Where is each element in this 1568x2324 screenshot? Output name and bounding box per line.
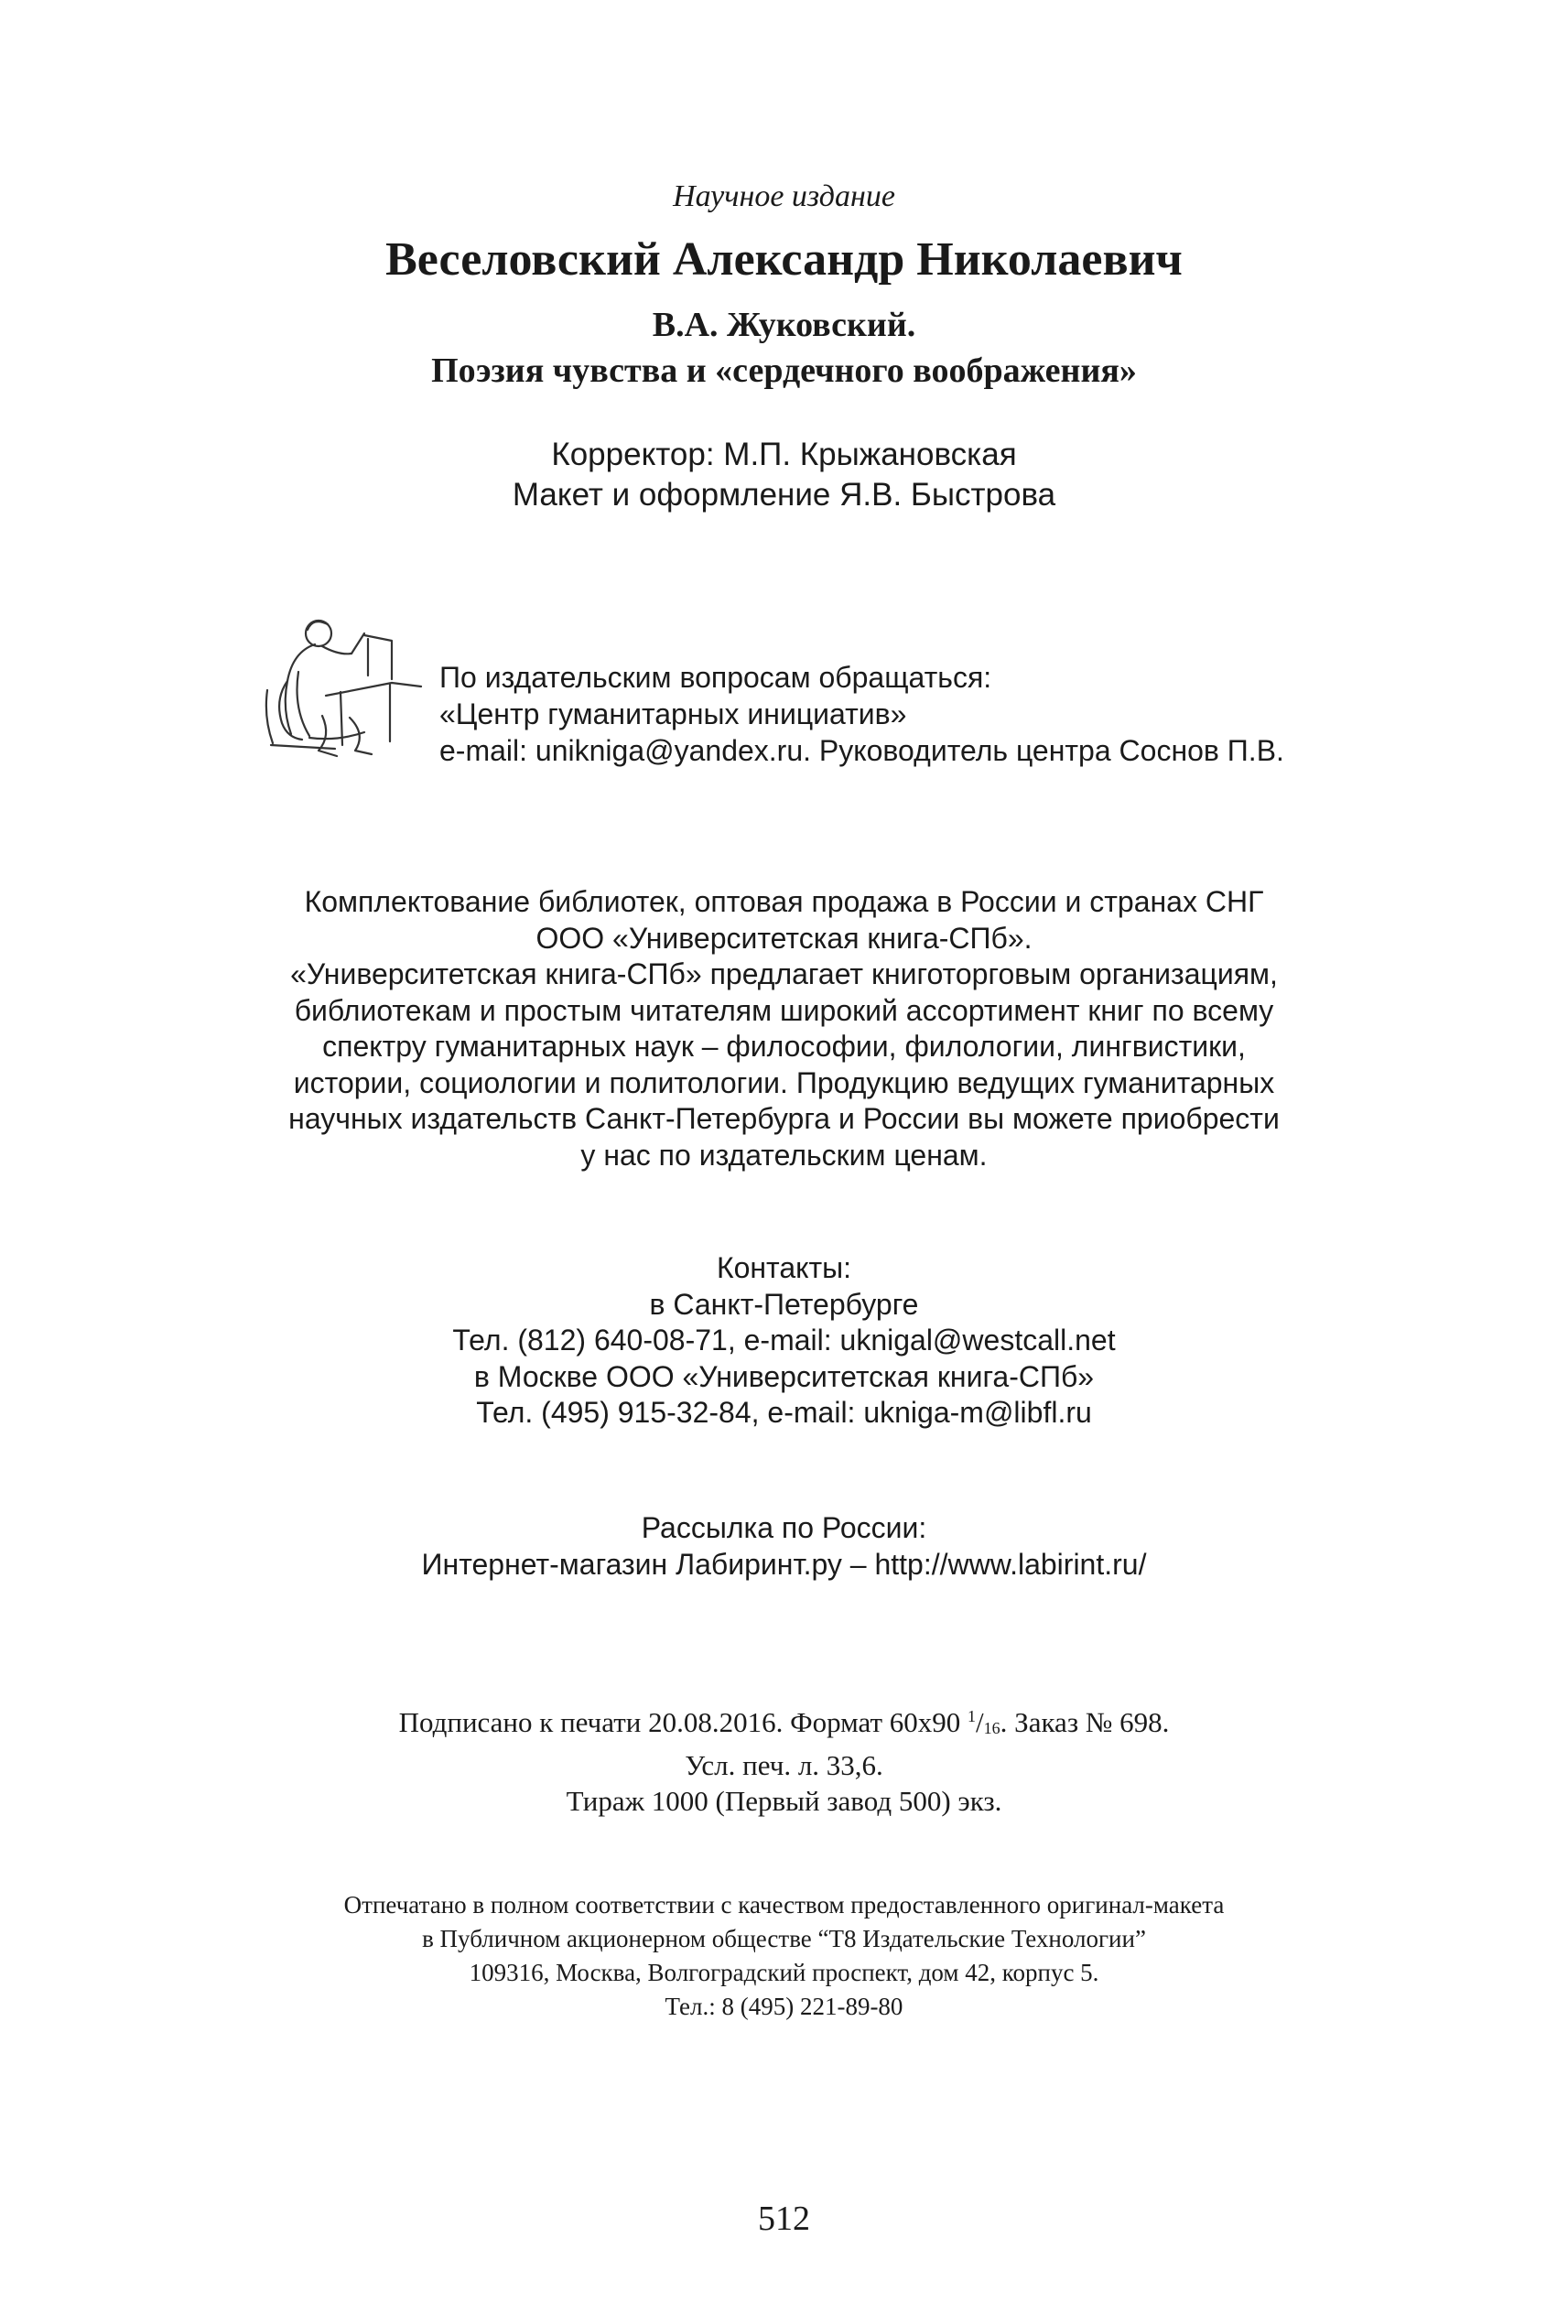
library-line: у нас по издательским ценам. — [580, 1138, 988, 1172]
scribe-at-desk-icon — [262, 608, 427, 763]
printer-line: Тел.: 8 (495) 221-89-80 — [665, 1993, 903, 2020]
contacts-line: Тел. (495) 915-32-84, e-mail: ukniga-m@libfl.ru — [476, 1396, 1092, 1429]
format-denominator: 16 — [983, 1719, 1000, 1737]
library-line: истории, социологии и политологии. Продукцию ведущих гуманитарных — [293, 1065, 1275, 1099]
corrector-credit: Корректор: М.П. Крыжановская — [551, 437, 1017, 472]
format-numerator: 1 — [968, 1707, 977, 1725]
publisher-contact — [439, 659, 1284, 769]
edition-type: Научное издание — [673, 179, 895, 213]
mail-order-heading: Рассылка по России: — [641, 1511, 927, 1544]
library-line: спектру гуманитарных наук – философии, филологии, лингвистики, — [322, 1030, 1246, 1063]
credits — [0, 435, 1568, 515]
contacts-line: Тел. (812) 640-08-71, e-mail: uknigal@westcall.net — [452, 1324, 1116, 1357]
layout-credit: Макет и оформление Я.В. Быстрова — [512, 477, 1056, 513]
print-info — [0, 1699, 1568, 1820]
author-name: Веселовский Александр Николаевич — [385, 233, 1183, 286]
publisher-contact-line: По издательским вопросам обращаться: — [439, 661, 992, 694]
publisher-name: «Центр гуманитарных инициатив» — [439, 697, 907, 730]
mail-order — [0, 1510, 1568, 1583]
printer-line: 109316, Москва, Волгоградский проспект, дом 42, корпус 5. — [469, 1959, 1099, 1986]
printer-info — [0, 1888, 1568, 2024]
page-number: 512 — [758, 2200, 810, 2238]
contacts-heading: Контакты: — [716, 1251, 852, 1284]
book-title-line: В.А. Жуковский. — [652, 306, 916, 344]
library-line: ООО «Университетская книга-СПб». — [535, 921, 1033, 955]
contacts-line: в Санкт-Петербурге — [649, 1287, 919, 1321]
library-line: научных издательств Санкт-Петербурга и России вы можете приобрести — [288, 1102, 1280, 1135]
library-line: «Университетская книга-СПб» предлагает книготорговым организациям, — [290, 957, 1278, 990]
book-title — [0, 302, 1568, 394]
signed-to-print: Подписано к печати 20.08.2016. Формат 60x90 $^1/_{16}$. Заказ № 698. — [398, 1706, 1170, 1738]
library-line: библиотекам и простым читателям широкий ассортимент книг по всему — [294, 993, 1274, 1027]
contacts — [0, 1250, 1568, 1432]
mail-order-line: Интернет-магазин Лабиринт.ру – http://www.labirint.ru/ — [421, 1547, 1147, 1581]
library-line: Комплектование библиотек, оптовая продажа в России и странах СНГ — [304, 885, 1264, 918]
print-sheets: Усл. печ. л. 33,6. — [685, 1748, 883, 1781]
book-title-line: Поэзия чувства и «сердечного воображения» — [431, 351, 1137, 390]
contacts-line: в Москве ООО «Университетская книга-СПб» — [473, 1359, 1095, 1393]
library-sales-info — [0, 884, 1568, 1173]
printer-line: в Публичном акционерном обществе “T8 Издательские Технологии” — [422, 1925, 1146, 1952]
publisher-email: e-mail: unikniga@yandex.ru. Руководитель центра Соснов П.В. — [439, 734, 1284, 767]
printer-line: Отпечатано в полном соответствии с качеством предоставленного оригинал-макета — [343, 1891, 1225, 1919]
circulation: Тираж 1000 (Первый завод 500) экз. — [566, 1785, 1002, 1817]
